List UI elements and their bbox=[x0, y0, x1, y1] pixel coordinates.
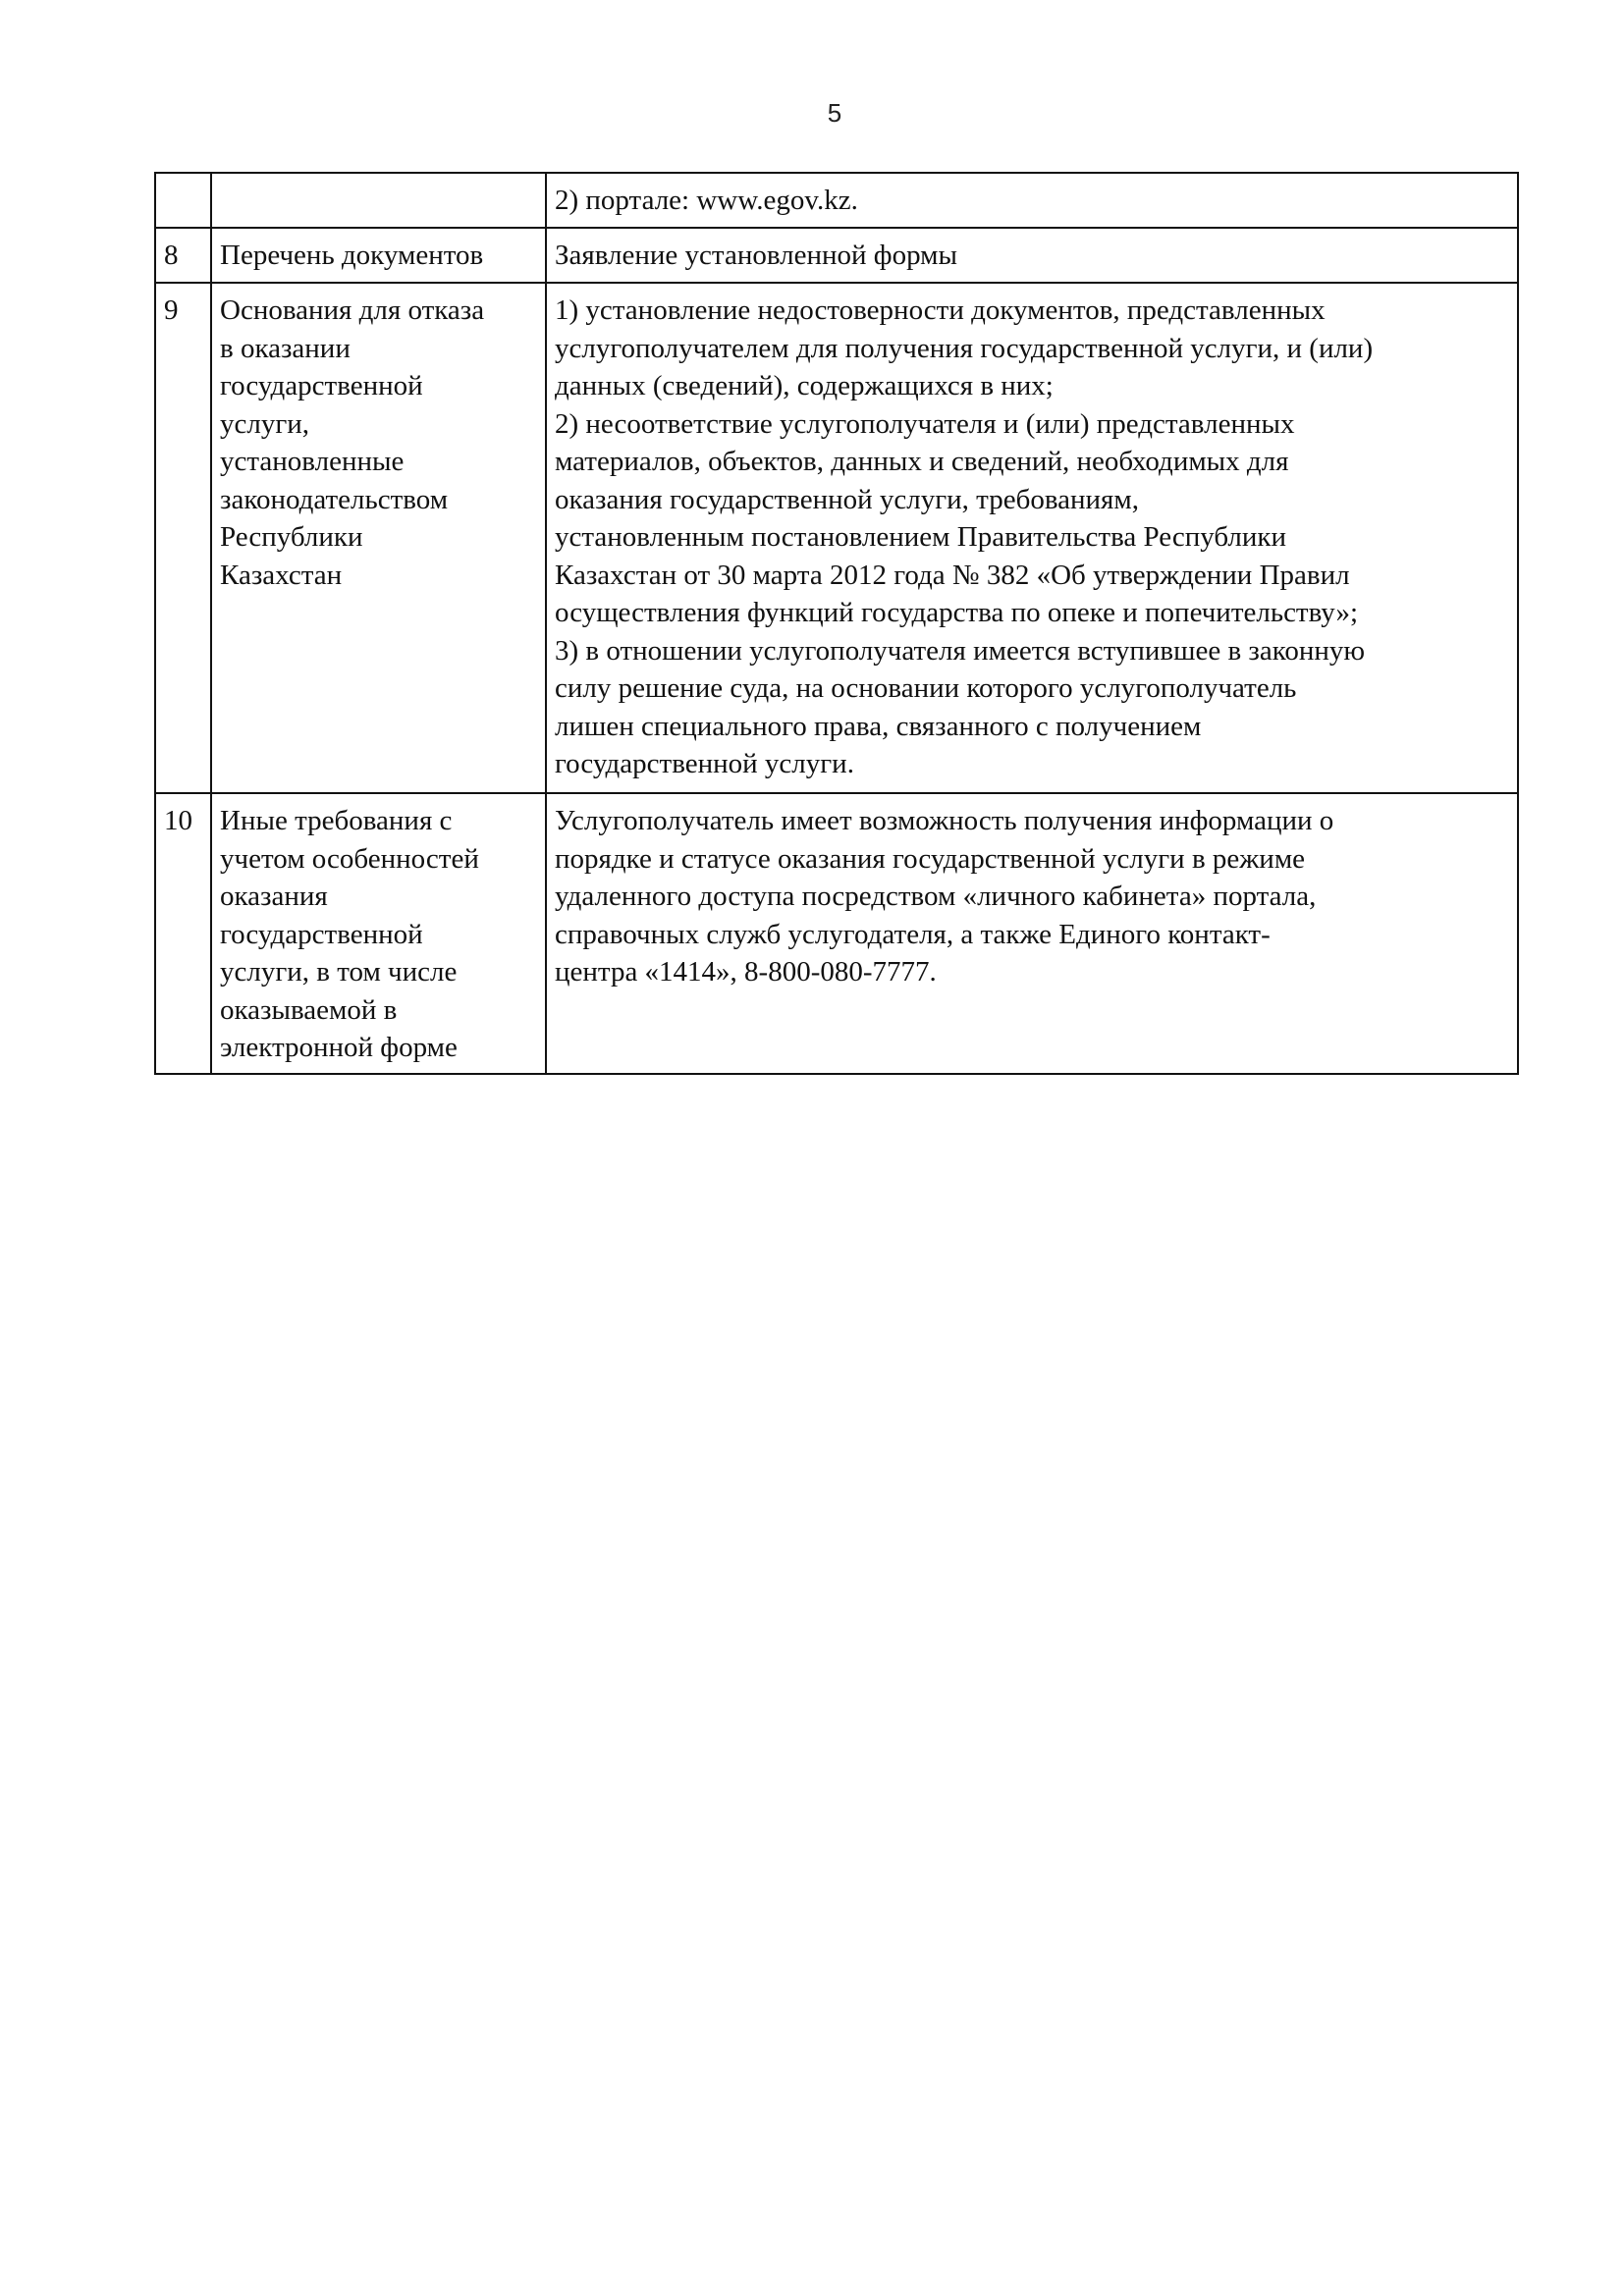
label-line: Основания для отказа bbox=[220, 294, 485, 326]
label-line: в оказании bbox=[220, 332, 351, 364]
content-line: 3) в отношении услугополучателя имеется вступившее в законную bbox=[555, 634, 1366, 667]
content-line: центра «1414», 8-800-080-7777. bbox=[555, 956, 937, 988]
page-number: 5 bbox=[827, 98, 842, 128]
content-line: силу решение суда, на основании которого услугополучатель bbox=[555, 672, 1297, 704]
label-line: государственной bbox=[220, 918, 423, 950]
label-line: установленные bbox=[220, 446, 405, 477]
content-line: осуществления функций государства по опеке и попечительству»; bbox=[555, 597, 1359, 628]
content-line: 2) портале: www.egov.kz. bbox=[555, 185, 858, 216]
row-content-cell bbox=[546, 228, 1518, 283]
label-line: Казахстан bbox=[220, 559, 343, 591]
label-line: учетом особенностей bbox=[220, 842, 479, 875]
label-line: Перечень документов bbox=[220, 240, 484, 271]
content-line: 2) несоответствие услугополучателя и (или) представленных bbox=[555, 407, 1295, 440]
label-line: оказываемой в bbox=[220, 993, 398, 1026]
row-number-cell: 10 bbox=[155, 793, 211, 1074]
table-row bbox=[155, 228, 1518, 283]
row-label-cell bbox=[211, 793, 546, 1074]
row-number-cell: 9 bbox=[155, 283, 211, 793]
label-line: услуги, в том числе bbox=[220, 956, 458, 988]
content-line: удаленного доступа посредством «личного кабинета» портала, bbox=[555, 881, 1317, 912]
table-row bbox=[155, 173, 1518, 228]
label-line: Иные требования с bbox=[220, 805, 453, 836]
content-line: порядке и статусе оказания государственной услуги в режиме bbox=[555, 842, 1306, 875]
content-line: материалов, объектов, данных и сведений, необходимых для bbox=[555, 446, 1289, 477]
content-line: данных (сведений), содержащихся в них; bbox=[555, 370, 1054, 401]
content-line: 1) установление недостоверности документов, представленных bbox=[555, 294, 1326, 326]
content-line: Казахстан от 30 марта 2012 года № 382 «Об утверждении Правил bbox=[555, 559, 1350, 591]
label-line: оказания bbox=[220, 881, 328, 912]
content-line: государственной услуги. bbox=[555, 748, 854, 779]
label-line: услуги, bbox=[220, 407, 310, 440]
table-row bbox=[155, 793, 1518, 1074]
content-line: оказания государственной услуги, требованиям, bbox=[555, 483, 1139, 515]
label-line: законодательством bbox=[220, 483, 449, 515]
row-content-cell bbox=[546, 283, 1518, 793]
content-line: справочных служб услугодателя, а также Единого контакт- bbox=[555, 918, 1271, 950]
content-line: Заявление установленной формы bbox=[555, 240, 957, 271]
service-standard-table bbox=[154, 172, 1519, 1075]
label-line: Республики bbox=[220, 521, 363, 553]
row-number-cell: 8 bbox=[155, 228, 211, 283]
row-label-cell bbox=[211, 228, 546, 283]
row-number-cell bbox=[155, 173, 211, 228]
content-line: Услугополучатель имеет возможность получения информации о bbox=[555, 805, 1334, 836]
row-label-cell bbox=[211, 283, 546, 793]
content-line: установленным постановлением Правительства Республики bbox=[555, 521, 1286, 553]
content-line: услугополучателем для получения государственной услуги, и (или) bbox=[555, 332, 1374, 364]
content-line: лишен специального права, связанного с получением bbox=[555, 710, 1202, 742]
label-line: государственной bbox=[220, 370, 423, 401]
table-row bbox=[155, 283, 1518, 793]
row-content-cell bbox=[546, 173, 1518, 228]
row-content-cell bbox=[546, 793, 1518, 1074]
label-line: электронной форме bbox=[220, 1032, 458, 1063]
row-label-cell bbox=[211, 173, 546, 228]
